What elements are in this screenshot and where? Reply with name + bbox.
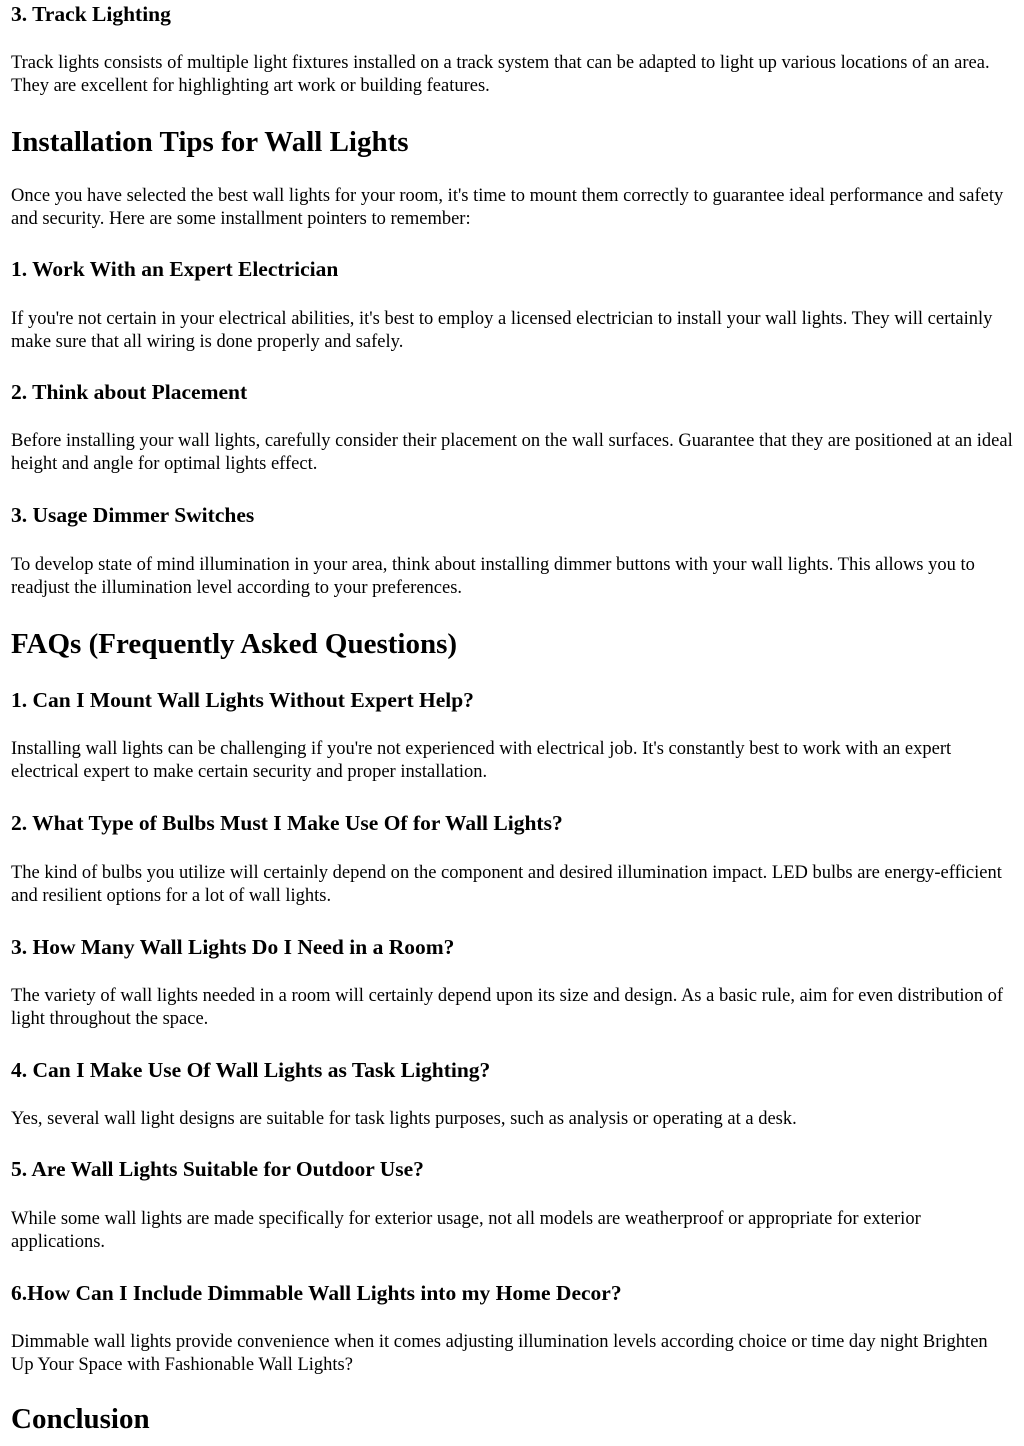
tip-heading-dimmer: 3. Usage Dimmer Switches <box>11 503 255 527</box>
faq-answer: While some wall lights are made specifically for exterior usage, not all models are weatherproof or appropriate for exterior applications. <box>11 1209 921 1252</box>
track-lighting-text: Track lights consists of multiple light fixtures installed on a track system that can be adapted to light up various locations of an area. They are excellent for highlighting art work or building features. <box>11 53 990 96</box>
faq-question: 3. How Many Wall Lights Do I Need in a Room? <box>11 935 455 959</box>
faq-answer: The kind of bulbs you utilize will certainly depend on the component and desired illumination impact. LED bulbs are energy-efficient and resilient options for a lot of wall lights. <box>11 863 1002 906</box>
faq-question: 5. Are Wall Lights Suitable for Outdoor Use? <box>11 1157 424 1181</box>
faq-answer: Dimmable wall lights provide convenience when it comes adjusting illumination levels according choice or time day night Brighten Up Your Space with Fashionable Wall Lights? <box>11 1332 988 1375</box>
conclusion-heading: Conclusion <box>11 1403 150 1435</box>
faq-question: 1. Can I Mount Wall Lights Without Expert Help? <box>11 688 474 712</box>
faq-question: 2. What Type of Bulbs Must I Make Use Of for Wall Lights? <box>11 811 563 835</box>
faqs-heading: FAQs (Frequently Asked Questions) <box>11 628 458 660</box>
faq-answer: Installing wall lights can be challenging if you're not experienced with electrical job. It's constantly best to work with an expert electrical expert to make certain security and proper installation. <box>11 739 952 782</box>
tip-text-electrician: If you're not certain in your electrical abilities, it's best to employ a licensed electrician to install your wall lights. They will certainly make sure that all wiring is done properly and safely. <box>11 309 993 352</box>
faq-question: 4. Can I Make Use Of Wall Lights as Task Lighting? <box>11 1058 491 1082</box>
tip-text-dimmer: To develop state of mind illumination in your area, think about installing dimmer buttons with your wall lights. This allows you to readjust the illumination level according to your preferences. <box>11 555 975 598</box>
installation-intro-text: Once you have selected the best wall lights for your room, it's time to mount them correctly to guarantee ideal performance and safety and security. Here are some installment pointers to remember: <box>11 186 1004 229</box>
faq-answer: Yes, several wall light designs are suitable for task lights purposes, such as analysis or operating at a desk. <box>11 1109 797 1129</box>
tip-heading-electrician: 1. Work With an Expert Electrician <box>11 257 339 281</box>
faq-question: 6.How Can I Include Dimmable Wall Lights into my Home Decor? <box>11 1281 622 1305</box>
tip-heading-placement: 2. Think about Placement <box>11 380 248 404</box>
faq-answer: The variety of wall lights needed in a room will certainly depend upon its size and design. As a basic rule, aim for even distribution of light throughout the space. <box>11 986 1004 1029</box>
tip-text-placement: Before installing your wall lights, carefully consider their placement on the wall surfaces. Guarantee that they are positioned at an ideal height and angle for optimal lights effect. <box>11 431 1013 474</box>
track-lighting-heading: 3. Track Lighting <box>11 2 171 26</box>
installation-tips-heading: Installation Tips for Wall Lights <box>11 126 409 158</box>
